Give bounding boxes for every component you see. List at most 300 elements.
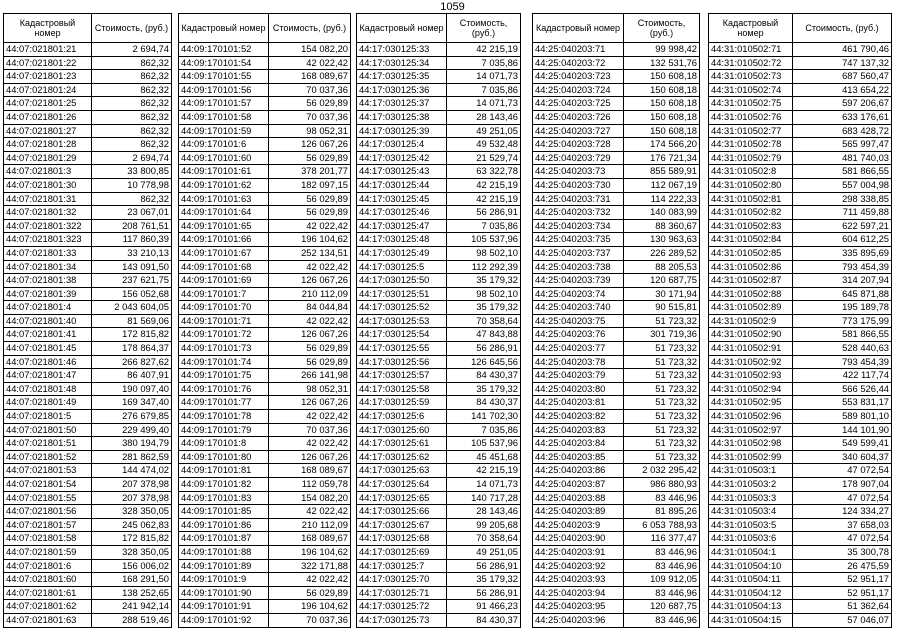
cost-value: 56 029,89 [269,192,351,206]
table-row [709,246,892,260]
cost-value: 266 827,62 [92,355,172,369]
cost-value: 2 032 295,42 [624,464,700,478]
table-row [709,70,892,84]
cost-value: 84 430,37 [447,613,521,627]
table-row [533,600,700,614]
table-row [179,43,351,57]
cadastral-number: 44:31:010502:81 [709,192,793,206]
cadastral-number: 44:09:170101:64 [179,206,269,220]
header-cadastral-number: Кадастровый номер [179,14,269,43]
cadastral-number: 44:07:021801:59 [4,545,92,559]
cost-value: 335 895,69 [793,246,892,260]
cost-value: 49 251,05 [447,124,521,138]
cost-value: 207 378,98 [92,478,172,492]
cost-value: 84 044,84 [269,301,351,315]
cost-value: 645 871,88 [793,287,892,301]
cadastral-number: 44:31:010504:15 [709,613,793,627]
table-row [709,151,892,165]
cadastral-number: 44:17:030125:60 [357,423,447,437]
cost-value: 83 446,96 [624,491,700,505]
cadastral-number: 44:25:040203:91 [533,545,624,559]
table-row [179,83,351,97]
cadastral-table-1 [3,13,172,628]
cadastral-table-3 [356,13,521,628]
table-row [533,559,700,573]
cadastral-number: 44:31:010502:96 [709,410,793,424]
table-row [709,178,892,192]
table-row [4,478,172,492]
cadastral-number: 44:09:170101:92 [179,613,269,627]
cadastral-number: 44:09:170101:70 [179,301,269,315]
cost-value: 105 537,96 [447,437,521,451]
cost-value: 862,32 [92,192,172,206]
cost-value: 14 071,73 [447,70,521,84]
table-row [357,396,521,410]
cadastral-number: 44:07:021801:22 [4,56,92,70]
cost-value: 172 815,82 [92,532,172,546]
cadastral-number: 44:07:021801:57 [4,518,92,532]
cost-value: 114 222,33 [624,192,700,206]
cost-value: 23 067,01 [92,206,172,220]
cadastral-number: 44:17:030125:44 [357,178,447,192]
cost-value: 30 171,94 [624,287,700,301]
cadastral-number: 44:07:021801:55 [4,491,92,505]
cadastral-number: 44:31:010502:94 [709,382,793,396]
cost-value: 42 022,42 [269,573,351,587]
cost-value: 862,32 [92,97,172,111]
table-row [4,328,172,342]
table-row [357,219,521,233]
table-row [4,437,172,451]
cost-value: 328 350,05 [92,545,172,559]
table-row [533,151,700,165]
cadastral-number: 44:07:021801:31 [4,192,92,206]
table-row [709,328,892,342]
table-row [4,56,172,70]
table-row [4,396,172,410]
cadastral-number: 44:17:030125:61 [357,437,447,451]
table-row [357,573,521,587]
cost-value: 98 502,10 [447,287,521,301]
table-row [533,219,700,233]
cadastral-number: 44:31:010502:92 [709,355,793,369]
cadastral-number: 44:09:170101:73 [179,342,269,356]
table-row [179,260,351,274]
table-row [179,219,351,233]
cadastral-number: 44:25:040203:730 [533,178,624,192]
cadastral-number: 44:25:040203:726 [533,110,624,124]
table-row [709,274,892,288]
cadastral-number: 44:17:030125:52 [357,301,447,315]
cost-value: 117 860,39 [92,233,172,247]
cost-value: 196 104,62 [269,600,351,614]
cost-value: 35 179,32 [447,382,521,396]
table-row [709,165,892,179]
table-row [357,246,521,260]
cadastral-number: 44:09:170101:65 [179,219,269,233]
cadastral-number: 44:07:021801:40 [4,314,92,328]
cost-value: 99 205,68 [447,518,521,532]
cadastral-number: 44:17:030125:66 [357,505,447,519]
table-row [179,246,351,260]
table-row [357,613,521,627]
cadastral-number: 44:25:040203:78 [533,355,624,369]
cadastral-number: 44:09:170101:55 [179,70,269,84]
cost-value: 566 526,44 [793,382,892,396]
cost-value: 83 446,96 [624,613,700,627]
table-row [533,43,700,57]
table-row [357,124,521,138]
cost-value: 51 723,32 [624,423,700,437]
table-row [179,97,351,111]
cadastral-number: 44:09:170101:67 [179,246,269,260]
table-row [357,342,521,356]
cadastral-number: 44:25:040203:90 [533,532,624,546]
cadastral-number: 44:31:010504:1 [709,545,793,559]
table-row [709,369,892,383]
cost-value: 126 645,56 [447,355,521,369]
cost-value: 154 082,20 [269,43,351,57]
cadastral-number: 44:31:010502:86 [709,260,793,274]
cost-value: 98 052,31 [269,124,351,138]
cost-value: 56 286,91 [447,206,521,220]
cadastral-number: 44:17:030125:6 [357,410,447,424]
cost-value: 178 907,04 [793,478,892,492]
table-row [533,192,700,206]
table-row [533,110,700,124]
table-row [179,545,351,559]
table-row [357,382,521,396]
cost-value: 196 104,62 [269,233,351,247]
table-row [533,178,700,192]
table-row [4,83,172,97]
cost-value: 140 083,99 [624,206,700,220]
table-row [4,410,172,424]
cost-value: 422 117,74 [793,369,892,383]
table-row [533,70,700,84]
cost-value: 298 338,85 [793,192,892,206]
cadastral-number: 44:25:040203:737 [533,246,624,260]
cost-value: 174 566,20 [624,138,700,152]
cadastral-number: 44:09:170101:79 [179,423,269,437]
cost-value: 855 589,91 [624,165,700,179]
table-row [533,206,700,220]
table-row [4,450,172,464]
table-row [709,478,892,492]
cost-value: 35 179,32 [447,274,521,288]
cost-value: 42 022,42 [269,505,351,519]
cost-value: 281 862,59 [92,450,172,464]
cost-value: 747 137,32 [793,56,892,70]
cost-value: 182 097,15 [269,178,351,192]
table-row [179,165,351,179]
cadastral-number: 44:17:030125:4 [357,138,447,152]
cadastral-number: 44:31:010502:71 [709,43,793,57]
cost-value: 168 089,67 [269,464,351,478]
cadastral-number: 44:25:040203:723 [533,70,624,84]
cadastral-number: 44:07:021801:28 [4,138,92,152]
cadastral-number: 44:25:040203:740 [533,301,624,315]
cost-value: 7 035,86 [447,56,521,70]
cadastral-number: 44:17:030125:42 [357,151,447,165]
cadastral-number: 44:31:010502:80 [709,178,793,192]
cost-value: 112 059,78 [269,478,351,492]
cadastral-number: 44:09:170101:83 [179,491,269,505]
cost-value: 210 112,09 [269,518,351,532]
cost-value: 51 723,32 [624,314,700,328]
cadastral-number: 44:25:040203:731 [533,192,624,206]
table-row [357,70,521,84]
cadastral-number: 44:31:010502:84 [709,233,793,247]
cadastral-number: 44:07:021801:23 [4,70,92,84]
table-row [709,545,892,559]
cadastral-number: 44:31:010502:98 [709,437,793,451]
cost-value: 42 022,42 [269,56,351,70]
table-row [357,328,521,342]
cadastral-number: 44:09:170101:59 [179,124,269,138]
cost-value: 42 215,19 [447,192,521,206]
cost-value: 56 286,91 [447,586,521,600]
cost-value: 21 529,74 [447,151,521,165]
cost-value: 150 608,18 [624,70,700,84]
table-row [357,437,521,451]
cadastral-number: 44:31:010502:93 [709,369,793,383]
cost-value: 168 089,67 [269,70,351,84]
table-row [4,314,172,328]
table-row [357,478,521,492]
cost-value: 138 252,65 [92,586,172,600]
cost-value: 57 046,07 [793,613,892,627]
cost-value: 150 608,18 [624,124,700,138]
cost-value: 683 428,72 [793,124,892,138]
cost-value: 52 951,17 [793,573,892,587]
cost-value: 793 454,39 [793,355,892,369]
cadastral-number: 44:25:040203:81 [533,396,624,410]
table-row [533,124,700,138]
cadastral-number: 44:07:021801:54 [4,478,92,492]
cost-value: 109 912,05 [624,573,700,587]
cost-value: 90 515,81 [624,301,700,315]
cadastral-number: 44:09:170101:71 [179,314,269,328]
cadastral-number: 44:25:040203:83 [533,423,624,437]
cost-value: 154 082,20 [269,491,351,505]
table-row [709,314,892,328]
cost-value: 49 251,05 [447,545,521,559]
cadastral-number: 44:25:040203:89 [533,505,624,519]
cadastral-number: 44:25:040203:72 [533,56,624,70]
table-row [357,545,521,559]
cadastral-number: 44:09:170101:7 [179,287,269,301]
cadastral-number: 44:17:030125:46 [357,206,447,220]
cadastral-number: 44:31:010503:2 [709,478,793,492]
table-row [357,260,521,274]
cost-value: 862,32 [92,56,172,70]
cadastral-number: 44:17:030125:57 [357,369,447,383]
table-row [179,613,351,627]
cost-value: 126 067,26 [269,138,351,152]
cadastral-number: 44:17:030125:47 [357,219,447,233]
table-row [709,532,892,546]
table-row [4,274,172,288]
table-row [4,491,172,505]
table-row [709,613,892,627]
table-row [179,559,351,573]
table-row [533,586,700,600]
cadastral-table-2 [178,13,351,628]
cost-value: 793 454,39 [793,260,892,274]
cost-value: 84 430,37 [447,369,521,383]
cadastral-number: 44:07:021801:48 [4,382,92,396]
cost-value: 581 866,55 [793,165,892,179]
cost-value: 70 037,36 [269,613,351,627]
cadastral-table-5 [708,13,892,628]
table-row [709,410,892,424]
cost-value: 120 687,75 [624,600,700,614]
cost-value: 862,32 [92,124,172,138]
table-row [709,437,892,451]
cost-value: 528 440,63 [793,342,892,356]
table-row [357,97,521,111]
table-row [357,206,521,220]
cadastral-number: 44:09:170101:78 [179,410,269,424]
cadastral-number: 44:09:170101:91 [179,600,269,614]
cost-value: 301 719,36 [624,328,700,342]
table-row [533,491,700,505]
table-row [179,586,351,600]
cadastral-number: 44:09:170101:6 [179,138,269,152]
cost-value: 33 210,13 [92,246,172,260]
cadastral-number: 44:09:170101:63 [179,192,269,206]
table-row [179,505,351,519]
cadastral-number: 44:09:170101:80 [179,450,269,464]
cost-value: 99 998,42 [624,43,700,57]
cost-value: 81 895,26 [624,505,700,519]
table-row [357,600,521,614]
cadastral-number: 44:07:021801:41 [4,328,92,342]
cadastral-number: 44:09:170101:86 [179,518,269,532]
cost-value: 51 723,32 [624,437,700,451]
table-row [357,369,521,383]
cadastral-number: 44:25:040203:71 [533,43,624,57]
cadastral-number: 44:09:170101:60 [179,151,269,165]
cadastral-number: 44:31:010502:73 [709,70,793,84]
table-row [179,437,351,451]
cadastral-number: 44:07:021801:58 [4,532,92,546]
cost-value: 687 560,47 [793,70,892,84]
cadastral-number: 44:25:040203:728 [533,138,624,152]
table-row [709,464,892,478]
table-row [533,518,700,532]
cost-value: 70 358,64 [447,314,521,328]
cadastral-number: 44:25:040203:729 [533,151,624,165]
cost-value: 56 029,89 [269,355,351,369]
table-row [533,532,700,546]
table-row [357,43,521,57]
cost-value: 42 215,19 [447,43,521,57]
cadastral-number: 44:17:030125:64 [357,478,447,492]
cost-value: 126 067,26 [269,396,351,410]
cadastral-number: 44:17:030125:73 [357,613,447,627]
cost-value: 47 843,88 [447,328,521,342]
cadastral-number: 44:17:030125:62 [357,450,447,464]
table-row [179,382,351,396]
table-row [357,464,521,478]
cadastral-number: 44:17:030125:37 [357,97,447,111]
cadastral-number: 44:17:030125:63 [357,464,447,478]
cadastral-number: 44:07:021801:45 [4,342,92,356]
cadastral-number: 44:25:040203:735 [533,233,624,247]
cadastral-number: 44:07:021801:33 [4,246,92,260]
table-row [179,369,351,383]
cost-value: 49 532,48 [447,138,521,152]
cadastral-number: 44:09:170101:9 [179,573,269,587]
cadastral-number: 44:07:021801:26 [4,110,92,124]
cost-value: 84 430,37 [447,396,521,410]
cost-value: 622 597,21 [793,219,892,233]
cost-value: 116 377,47 [624,532,700,546]
cadastral-number: 44:25:040203:95 [533,600,624,614]
cadastral-number: 44:17:030125:53 [357,314,447,328]
cost-value: 176 721,34 [624,151,700,165]
header-cadastral-number: Кадастровый номер [4,14,92,43]
cadastral-number: 44:17:030125:55 [357,342,447,356]
table-row [533,382,700,396]
table-row [357,110,521,124]
table-row [533,355,700,369]
cadastral-number: 44:09:170101:87 [179,532,269,546]
table-row [4,369,172,383]
cadastral-number: 44:07:021801:39 [4,287,92,301]
table-row [4,246,172,260]
cost-value: 156 006,02 [92,559,172,573]
cost-value: 88 205,53 [624,260,700,274]
table-row [709,97,892,111]
cost-value: 88 360,67 [624,219,700,233]
cost-value: 195 189,78 [793,301,892,315]
cadastral-number: 44:07:021801:25 [4,97,92,111]
cadastral-number: 44:09:170101:75 [179,369,269,383]
header-cadastral-number: Кадастровый номер [709,14,793,43]
cost-value: 633 176,61 [793,110,892,124]
cadastral-number: 44:31:010502:97 [709,423,793,437]
cost-value: 124 334,27 [793,505,892,519]
table-row [533,138,700,152]
header-cadastral-number: Кадастровый номер [533,14,624,43]
cadastral-number: 44:31:010502:75 [709,97,793,111]
cadastral-number: 44:25:040203:87 [533,478,624,492]
table-row [179,206,351,220]
cadastral-number: 44:25:040203:76 [533,328,624,342]
cadastral-number: 44:31:010502:91 [709,342,793,356]
table-row [179,518,351,532]
cadastral-number: 44:07:021801:60 [4,573,92,587]
table-row [709,206,892,220]
cadastral-number: 44:09:170101:76 [179,382,269,396]
cadastral-number: 44:25:040203:74 [533,287,624,301]
table-row [357,301,521,315]
table-row [179,491,351,505]
table-row [179,301,351,315]
table-row [709,260,892,274]
cost-value: 276 679,85 [92,410,172,424]
cadastral-number: 44:09:170101:89 [179,559,269,573]
cadastral-number: 44:31:010502:72 [709,56,793,70]
header-cost: Стоимость, (руб.) [624,14,700,43]
cadastral-number: 44:31:010502:74 [709,83,793,97]
cadastral-number: 44:31:010503:1 [709,464,793,478]
cadastral-number: 44:25:040203:80 [533,382,624,396]
cost-value: 172 815,82 [92,328,172,342]
